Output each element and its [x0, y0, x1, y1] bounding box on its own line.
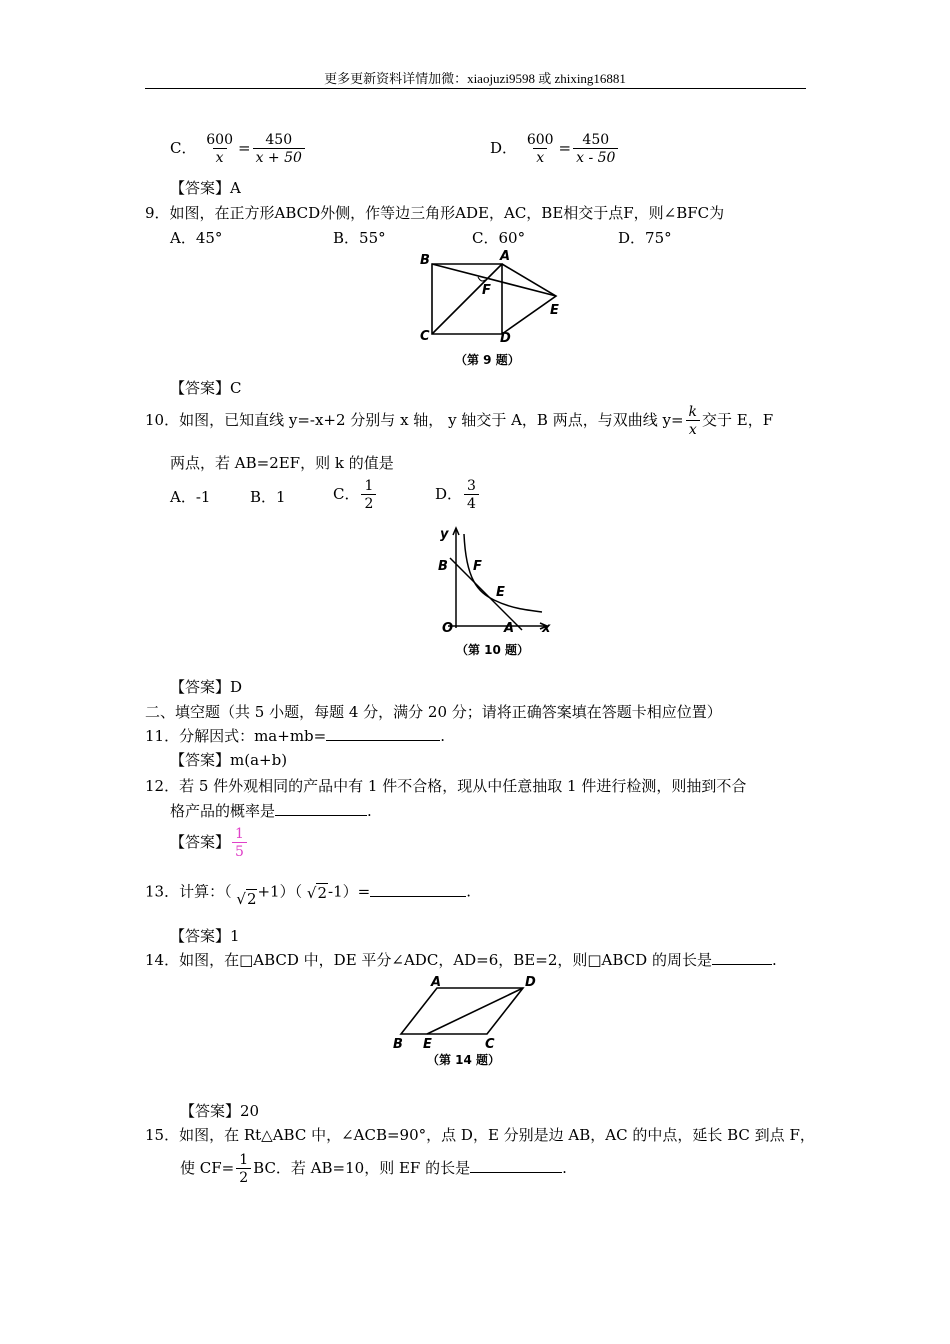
q15-question-line2: 使 CF= $\frac{1}{2}$ BC．若 AB=10，则 EF 的长是 .: [180, 1152, 567, 1187]
q12-question-line2: 格产品的概率是 .: [170, 802, 372, 820]
q10-question-line2: 两点，若 AB=2EF，则 k 的值是: [170, 454, 394, 472]
q10-caption: （第 10 题）: [456, 643, 530, 657]
q14-label-d: D: [525, 975, 536, 990]
q9-segment-be: [432, 264, 556, 296]
q15-question-line1: 15．如图，在 Rt△ABC 中，∠ACB=90°，点 D，E 分别是边 AB，AC 的中点，延长 BC 到点 F，: [145, 1126, 815, 1144]
q15-half: $\frac{1}{2}$: [236, 1152, 251, 1186]
q8-option-c-eq: =: [238, 139, 251, 158]
q8-option-d-rhs: $\frac{450}{x - 50}$: [573, 132, 618, 166]
q10-option-c: C． $\frac{1}{2}$: [333, 478, 378, 512]
q10-label-y: y: [440, 527, 449, 542]
q9-label-a: A: [500, 249, 511, 264]
q13-sqrt-2: √ 2: [306, 884, 327, 902]
q15-answer-blank[interactable]: [470, 1158, 562, 1173]
q9-option-a: A．45°: [170, 229, 223, 247]
q12-answer-fraction: $\frac{1}{5}$: [232, 826, 247, 860]
q12-question-line1: 12．若 5 件外观相同的产品中有 1 件不合格，现从中任意抽取 1 件进行检测，则抽到不合: [145, 777, 747, 795]
q9-caption: （第 9 题）: [455, 353, 520, 367]
q9-label-b: B: [420, 253, 430, 268]
q14-figure: [385, 970, 545, 1070]
q9-question: 9．如图，在正方形ABCD外侧，作等边三角形ADE，AC，BE相交于点F，则∠BFC为: [145, 204, 725, 222]
section-2-heading: 二、填空题（共 5 小题，每题 4 分，满分 20 分；请将正确答案填在答题卡相应位置）: [145, 703, 722, 721]
q9-option-d: D．75°: [618, 229, 672, 247]
q9-answer: 【答案】C: [170, 379, 242, 397]
q8-option-c-label: C．: [170, 139, 197, 158]
q14-answer-blank[interactable]: [712, 950, 772, 965]
q9-option-c: C．60°: [472, 229, 526, 247]
q8-answer: 【答案】A: [170, 179, 241, 197]
q8-option-d-lhs: $\frac{600}{x}$: [526, 132, 554, 167]
q9-figure: [410, 248, 570, 378]
q10-answer: 【答案】D: [170, 678, 243, 696]
q14-segment-de: [427, 988, 523, 1034]
q10-label-b: B: [438, 559, 448, 574]
q9-diagonal-ac: [432, 264, 502, 334]
q10-label-e: E: [496, 585, 505, 600]
q14-label-b: B: [393, 1037, 403, 1052]
q13-answer: 【答案】1: [170, 927, 240, 945]
q9-option-b: B．55°: [333, 229, 386, 247]
q14-label-a: A: [431, 975, 442, 990]
q9-label-f: F: [482, 283, 491, 298]
q13-question: 13．计算：（ √ 2 +1）（ √ 2 -1）= .: [145, 882, 471, 908]
q10-option-a: A．-1: [170, 488, 211, 506]
q14-label-c: C: [485, 1037, 495, 1052]
q8-option-d: [490, 132, 620, 166]
q10-figure: [430, 520, 560, 662]
q9-triangle: [502, 264, 556, 334]
header-rule: [145, 88, 806, 89]
q11-question: 11．分解因式：ma+mb= .: [145, 727, 445, 745]
q14-caption: （第 14 题）: [427, 1053, 501, 1067]
q8-option-d-eq: =: [558, 139, 572, 158]
q8-option-c-lhs: $\frac{600}{x}$: [206, 132, 233, 167]
q10-option-b: B．1: [250, 488, 286, 506]
q10-label-f: F: [473, 559, 482, 574]
q10-question-line1: [145, 404, 773, 438]
q10-text-b: 交于 E，F: [702, 411, 774, 430]
q8-option-d-label: D．: [490, 139, 518, 158]
q11-answer: 【答案】m(a+b): [170, 751, 288, 769]
q9-label-d: D: [500, 331, 511, 346]
q14-label-e: E: [423, 1037, 432, 1052]
q10-k-over-x: $\frac{k}{x}$: [686, 404, 700, 438]
q14-question: 14．如图，在□ABCD 中，DE 平分∠ADC，AD=6，BE=2，则□ABCD 的周长是 .: [145, 951, 777, 969]
q10-label-x: x: [542, 621, 551, 636]
q8-option-c: [170, 132, 307, 166]
q13-answer-blank[interactable]: [370, 882, 466, 897]
q11-answer-blank[interactable]: [326, 726, 440, 741]
q9-label-e: E: [550, 303, 559, 318]
q9-label-c: C: [420, 329, 430, 344]
q14-parallelogram: [401, 988, 523, 1034]
q10-text-a: 10．如图，已知直线 y=-x+2 分别与 x 轴， y 轴交于 A，B 两点，与双曲线 y=: [145, 411, 684, 430]
q10-option-d: D． $\frac{3}{4}$: [435, 478, 481, 512]
q13-sqrt-1: √ 2: [236, 890, 257, 908]
q10-label-o: O: [442, 621, 454, 636]
q10-line: [450, 558, 522, 630]
q10-label-a: A: [504, 621, 515, 636]
q12-answer: 【答案】 $\frac{1}{5}$: [170, 826, 249, 860]
page-header: 更多更新资料详情加微：xiaojuzi9598 或 zhixing16881: [324, 71, 626, 86]
q8-option-c-rhs: $\frac{450}{x + 50}$: [253, 132, 305, 166]
q14-answer: 【答案】20: [180, 1102, 260, 1120]
q12-answer-blank[interactable]: [275, 801, 367, 816]
